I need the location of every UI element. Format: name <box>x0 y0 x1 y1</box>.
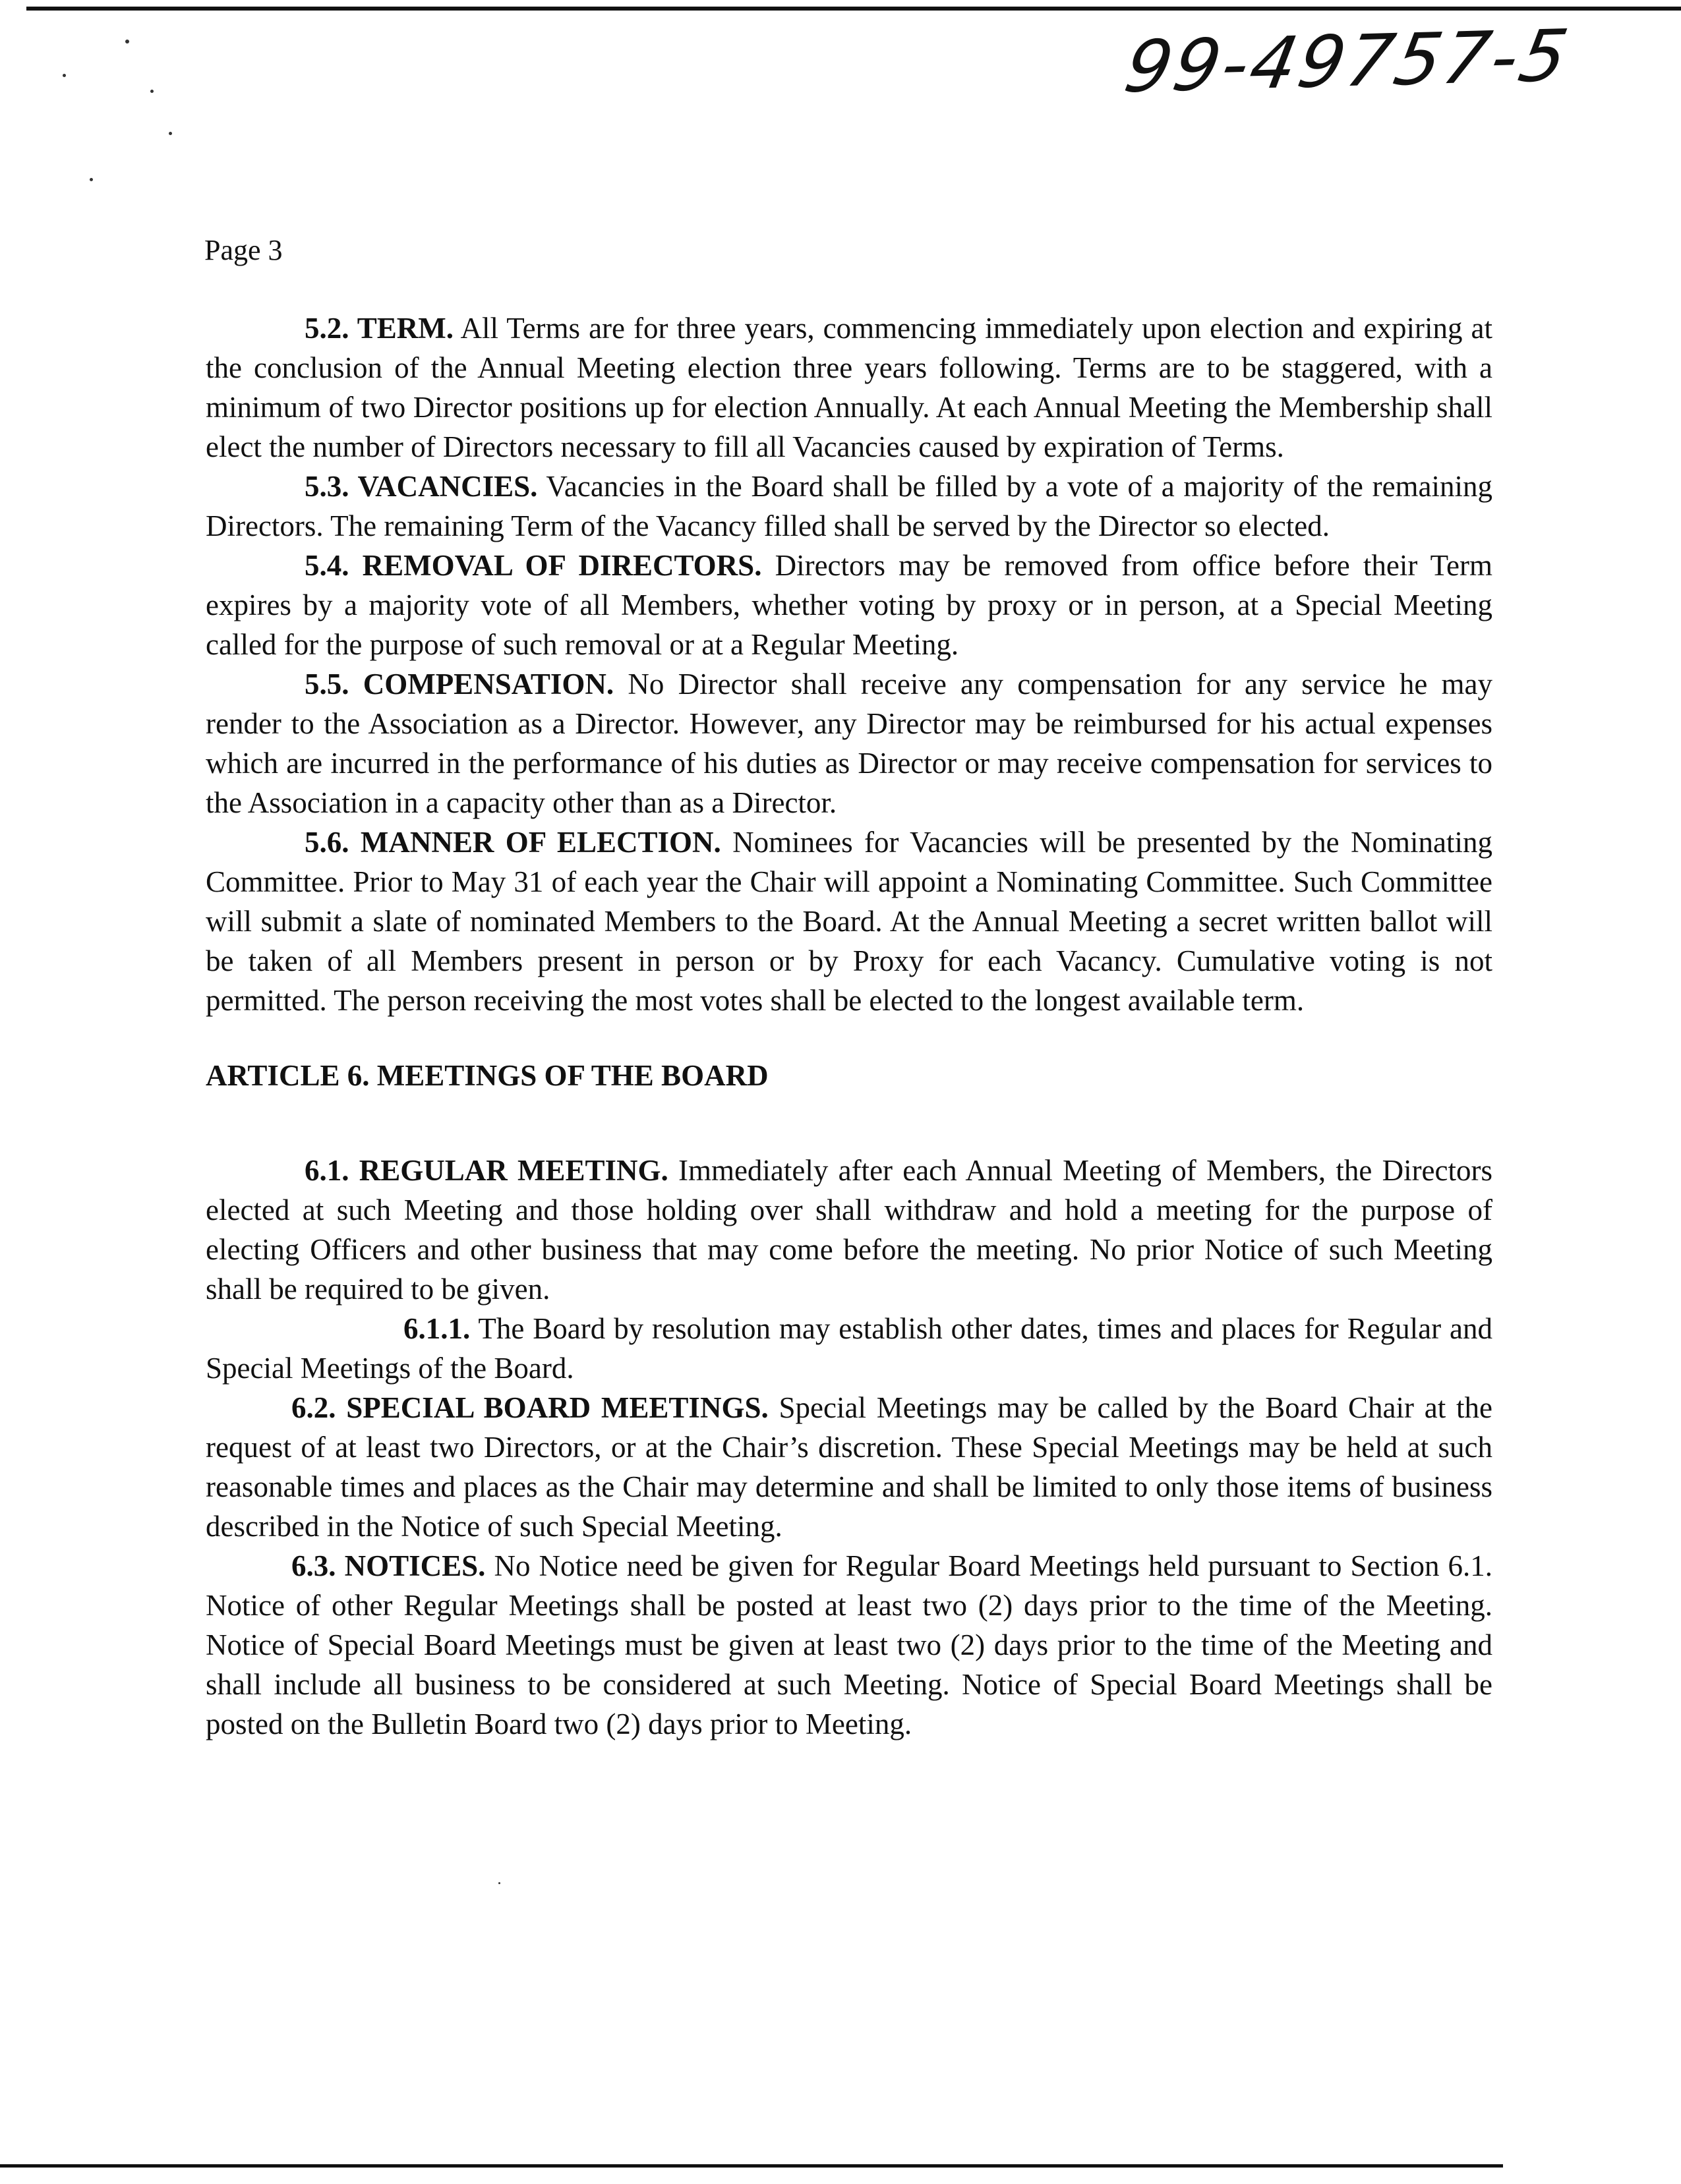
section-text: Directors may be removed from office before their Term expires by a majority vote of all Members, whether voting by proxy or in person, at a Special Meeting called for the purpose of such removal or at a Regular Meeting. <box>206 549 1492 661</box>
section-5-4 <box>206 546 1492 664</box>
section-text: No Notice need be given for Regular Board Meetings held pursuant to Section 6.1. Notice of other Regular Meetings shall be posted at least two (2) days prior to the time of the Meeting. Notice of Special Board Meetings must be given at least two (2) days prior to the time of the Meeting and shall include all business to be considered at such Meeting. Notice of Special Board Meetings shall be posted on the Bulletin Board two (2) days prior to Meeting. <box>206 1549 1493 1740</box>
section-6-3 <box>206 1546 1492 1744</box>
section-text: Immediately after each Annual Meeting of Members, the Directors elected at such Meeting and those holding over shall withdraw and hold a meeting for the purpose of electing Officers and other business that may come before the meeting. No prior Notice of such Meeting shall be required to be given. <box>206 1154 1493 1306</box>
section-text: Nominees for Vacancies will be presented by the Nominating Committee. Prior to May 31 of each year the Chair will appoint a Nominating Committee. Such Committee will submit a slate of nominated Members to the Board. At the Annual Meeting a secret written ballot will be taken of all Members present in person or by Proxy for each Vacancy. Cumulative voting is not permitted. The person receiving the most votes shall be elected to the longest available term. <box>206 826 1492 1017</box>
document-body <box>206 308 1492 1744</box>
section-6-2 <box>206 1388 1492 1546</box>
section-6-1-1 <box>206 1309 1492 1388</box>
handwritten-document-number: 99-49757-5 <box>1118 14 1577 109</box>
scan-speck <box>90 178 93 181</box>
section-heading: 5.6. MANNER OF ELECTION. <box>305 826 721 859</box>
section-5-5 <box>206 664 1492 822</box>
article-6-heading: ARTICLE 6. MEETINGS OF THE BOARD <box>206 1059 769 1092</box>
section-6-1 <box>206 1151 1492 1309</box>
section-5-2 <box>206 308 1492 467</box>
section-text: The Board by resolution may establish other dates, times and places for Regular and Special Meetings of the Board. <box>206 1312 1492 1385</box>
section-text: All Terms are for three years, commencing immediately upon election and expiring at the conclusion of the Annual Meeting election three years following. Terms are to be staggered, with a minimum of two Director positions up for election Annually. At each Annual Meeting the Membership shall elect the number of Directors necessary to fill all Vacancies caused by expiration of Terms. <box>206 312 1492 463</box>
page-number: Page 3 <box>204 234 283 266</box>
scan-speck <box>150 90 154 93</box>
scan-speck <box>125 40 129 43</box>
bottom-scan-border <box>0 2164 1503 2168</box>
scan-speck <box>169 132 172 135</box>
top-scan-border <box>26 7 1681 11</box>
section-text: Vacancies in the Board shall be filled by a vote of a majority of the remaining Directors. The remaining Term of the Vacancy filled shall be served by the Director so elected. <box>206 470 1493 542</box>
scan-speck <box>498 1882 500 1884</box>
section-heading: 6.2. SPECIAL BOARD MEETINGS. <box>291 1391 769 1424</box>
scan-speck <box>63 74 66 77</box>
section-heading: 5.2. TERM. <box>305 312 454 345</box>
section-text: Special Meetings may be called by the Board Chair at the request of at least two Directors, or at the Chair’s discretion. These Special Meetings may be held at such reasonable times and places as the Chair may determine and shall be limited to only those items of business described in the Notice of such Special Meeting. <box>206 1391 1492 1543</box>
section-5-3 <box>206 467 1492 546</box>
section-heading: 6.1.1. <box>403 1312 471 1345</box>
section-heading: 5.4. REMOVAL OF DIRECTORS. <box>305 549 762 582</box>
section-heading: 6.3. NOTICES. <box>291 1549 486 1582</box>
section-heading: 6.1. REGULAR MEETING. <box>305 1154 668 1187</box>
section-text: No Director shall receive any compensation for any service he may render to the Association as a Director. However, any Director may be reimbursed for his actual expenses which are incurred in the performance of his duties as Director or may receive compensation for services to the Association in a capacity other than as a Director. <box>206 668 1493 819</box>
section-heading: 5.3. VACANCIES. <box>305 470 538 503</box>
section-5-6 <box>206 822 1492 1020</box>
section-heading: 5.5. COMPENSATION. <box>305 668 614 701</box>
